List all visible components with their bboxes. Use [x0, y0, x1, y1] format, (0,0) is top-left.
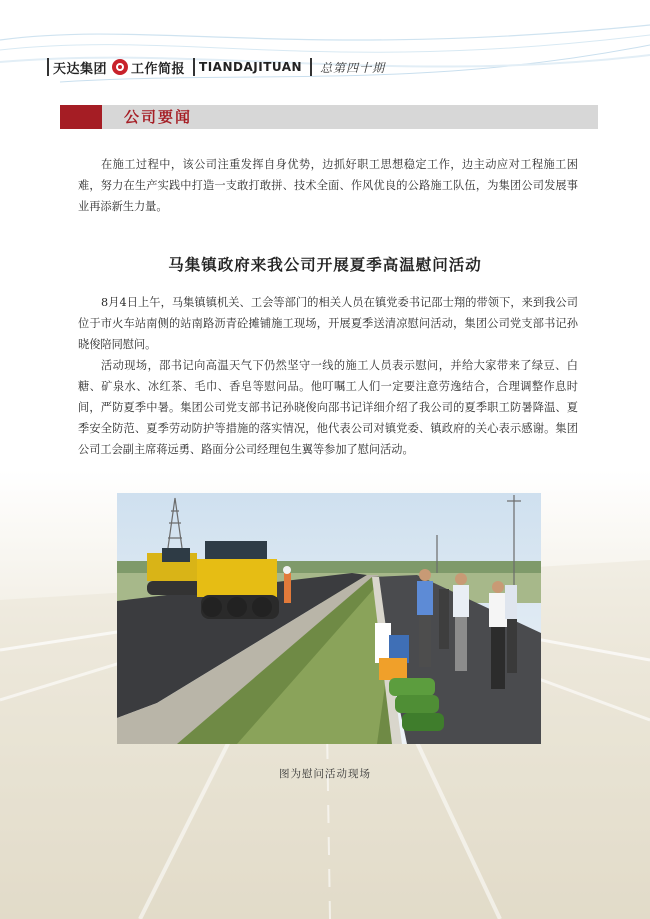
section-header	[60, 105, 598, 129]
event-photo	[117, 493, 541, 744]
photo-caption: 图为慰问活动现场	[279, 768, 371, 780]
section-accent	[60, 105, 102, 129]
issue-number: 总第四十期	[320, 60, 386, 75]
company-name: 天达集团	[53, 61, 108, 77]
section-title: 公司要闻	[124, 108, 193, 126]
intro-paragraph: 在施工过程中，该公司注重发挥自身优势，边抓好职工思想稳定工作，边主动应对工程施工困难，努力在生产实践中打造一支敢打敢拼、技术全面、作风优良的公路施工队伍，为集团公司发展事业再添新生力量。	[78, 158, 578, 213]
company-logo-icon	[112, 59, 128, 75]
article-paragraph: 8月4日上午，马集镇镇机关、工会等部门的相关人员在镇党委书记邵士翔的带领下，来到我公司位于市火车站南侧的站南路沥青砼摊铺施工现场，开展夏季送清凉慰问活动，集团公司党支部书记孙晓俊陪同慰问。	[78, 296, 578, 351]
masthead	[47, 56, 385, 78]
masthead-divider	[193, 58, 195, 76]
article-title: 马集镇政府来我公司开展夏季高温慰问活动	[168, 256, 482, 274]
masthead-divider	[310, 58, 312, 76]
article-paragraph: 活动现场，邵书记向高温天气下仍然坚守一线的施工人员表示慰问，并给大家带来了绿豆、白糖、矿泉水、冰红茶、毛巾、香皂等慰问品。他叮嘱工人们一定要注意劳逸结合，合理调整作息时间，严防夏季中暑。集团公司党支部书记孙晓俊向邵书记详细介绍了我公司的夏季职工防暑降温、夏季安全防范、夏季劳动防护等措施的落实情况，他代表公司对镇党委、镇政府的关心表示感谢。集团公司工会副主席蒋远勇、路面分公司经理包生翼等参加了慰问活动。	[78, 359, 578, 456]
masthead-divider	[47, 58, 49, 76]
bulletin-name: 工作简报	[131, 61, 186, 77]
company-pinyin: TIANDAJITUAN	[199, 60, 303, 74]
